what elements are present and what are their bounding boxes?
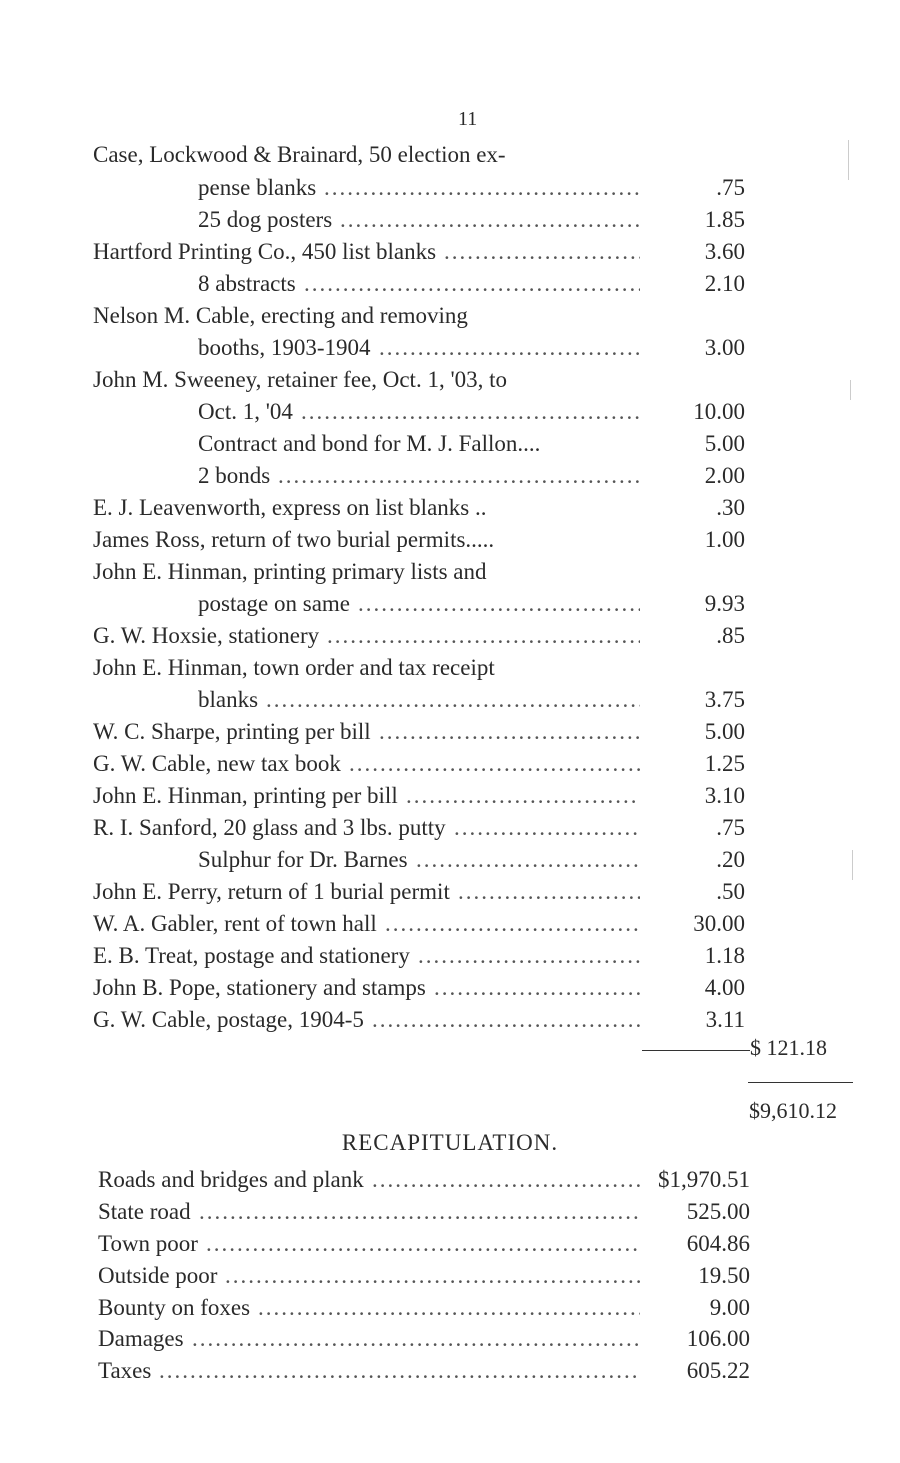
recap-row-amount: 525.00 xyxy=(686,1199,750,1224)
ledger-row xyxy=(0,493,900,523)
ledger-row-amount: .30 xyxy=(716,495,745,520)
dot-leader xyxy=(199,1197,640,1227)
recap-row xyxy=(0,1165,900,1195)
recap-row-text: Roads and bridges and plank xyxy=(98,1167,364,1192)
recap-row xyxy=(0,1229,900,1259)
ledger-row-text: 2 bonds xyxy=(198,463,271,488)
ledger-row xyxy=(0,237,900,267)
margin-mark xyxy=(850,380,851,400)
dot-leader xyxy=(301,397,640,427)
ledger-row xyxy=(0,781,900,811)
ledger-row xyxy=(0,173,900,203)
dot-leader xyxy=(225,1261,640,1291)
recap-row xyxy=(0,1261,900,1291)
ledger-row-amount: .85 xyxy=(716,623,745,648)
ledger-row xyxy=(0,557,900,587)
dot-leader xyxy=(418,941,640,971)
dot-leader xyxy=(192,1324,640,1354)
ledger-row-amount: 5.00 xyxy=(704,719,745,744)
ledger-row xyxy=(0,333,900,363)
dot-leader xyxy=(385,909,640,939)
ledger-row-text: pense blanks xyxy=(198,175,317,200)
subtotal-amount: $ 121.18 xyxy=(750,1035,827,1060)
ledger-row xyxy=(0,205,900,235)
grand-total-amount: $9,610.12 xyxy=(749,1098,837,1123)
ledger-row-amount: 1.00 xyxy=(704,527,745,552)
ledger-row-text: W. A. Gabler, rent of town hall xyxy=(93,911,377,936)
ledger-row xyxy=(0,941,900,971)
dot-leader xyxy=(304,269,640,299)
ledger-row xyxy=(0,301,900,331)
dot-leader xyxy=(372,1165,640,1195)
ledger-row xyxy=(0,717,900,747)
recap-row xyxy=(0,1324,900,1354)
ledger-row xyxy=(0,845,900,875)
ledger-row-amount: 2.10 xyxy=(704,271,745,296)
dot-leader xyxy=(454,813,640,843)
ledger-row-text: John E. Hinman, printing primary lists and xyxy=(93,559,487,584)
ledger-row xyxy=(0,909,900,939)
recapitulation-heading: RECAPITULATION. xyxy=(341,1130,559,1155)
ledger-row-text: booths, 1903-1904 xyxy=(198,335,371,360)
ledger-row xyxy=(0,685,900,715)
recap-row xyxy=(0,1197,900,1227)
ledger-row-text: Case, Lockwood & Brainard, 50 election ex- xyxy=(93,142,506,167)
dot-leader xyxy=(379,333,640,363)
ledger-row-text: postage on same xyxy=(198,591,351,616)
dot-leader xyxy=(327,621,640,651)
ledger-row-text: E. B. Treat, postage and stationery xyxy=(93,943,410,968)
ledger-row-amount: 3.75 xyxy=(704,687,745,712)
recap-row-amount: 19.50 xyxy=(698,1263,750,1288)
recap-row-amount: 106.00 xyxy=(686,1326,750,1351)
dot-leader xyxy=(406,781,640,811)
recap-row-text: Town poor xyxy=(98,1231,198,1256)
ledger-row-amount: 3.00 xyxy=(704,335,745,360)
ledger-row xyxy=(0,813,900,843)
ledger-row xyxy=(0,749,900,779)
dot-leader xyxy=(434,973,640,1003)
ledger-row-text: W. C. Sharpe, printing per bill xyxy=(93,719,371,744)
ledger-row-text: Oct. 1, '04 xyxy=(198,399,293,424)
ledger-row xyxy=(0,1005,900,1035)
ledger-row xyxy=(0,621,900,651)
ledger-row-text: Hartford Printing Co., 450 list blanks xyxy=(93,239,437,264)
dot-leader xyxy=(258,1293,640,1323)
ledger-row xyxy=(0,973,900,1003)
recap-row-amount: 604.86 xyxy=(686,1231,750,1256)
ledger-row-amount: 3.60 xyxy=(704,239,745,264)
ledger-row-text: Contract and bond for M. J. Fallon.... xyxy=(198,431,541,456)
dot-leader xyxy=(206,1229,640,1259)
ledger-row xyxy=(0,461,900,491)
recap-row xyxy=(0,1356,900,1386)
ledger-row-text: Nelson M. Cable, erecting and removing xyxy=(93,303,468,328)
dot-leader xyxy=(278,461,640,491)
ledger-row-amount: 9.93 xyxy=(704,591,745,616)
ledger-row xyxy=(0,653,900,683)
recap-row-amount: 605.22 xyxy=(686,1358,750,1383)
ledger-row xyxy=(0,140,900,170)
ledger-row-text: John B. Pope, stationery and stamps xyxy=(93,975,426,1000)
dot-leader xyxy=(349,749,640,779)
margin-mark xyxy=(852,850,853,880)
recap-row-text: Taxes xyxy=(98,1358,152,1383)
ledger-row-amount: 3.10 xyxy=(704,783,745,808)
ledger-row-text: G. W. Cable, new tax book xyxy=(93,751,341,776)
ledger-row-amount: 2.00 xyxy=(704,463,745,488)
grand-total-rule xyxy=(748,1082,853,1083)
page-number: 11 xyxy=(458,108,478,130)
ledger-row-amount: 1.25 xyxy=(704,751,745,776)
recap-row-text: Outside poor xyxy=(98,1263,218,1288)
dot-leader xyxy=(372,1005,640,1035)
ledger-row-amount: .20 xyxy=(716,847,745,872)
dot-leader xyxy=(444,237,640,267)
ledger-row-amount: 30.00 xyxy=(693,911,745,936)
recap-row-amount: $1,970.51 xyxy=(658,1167,750,1192)
ledger-row-text: John E. Perry, return of 1 burial permit xyxy=(93,879,450,904)
ledger-row-amount: .75 xyxy=(716,815,745,840)
ledger-row-text: R. I. Sanford, 20 glass and 3 lbs. putty xyxy=(93,815,446,840)
recap-row-text: Bounty on foxes xyxy=(98,1295,251,1320)
dot-leader xyxy=(379,717,640,747)
ledger-row-amount: 1.85 xyxy=(704,207,745,232)
dot-leader xyxy=(159,1356,640,1386)
dot-leader xyxy=(340,205,640,235)
subtotal-rule xyxy=(642,1050,750,1051)
ledger-row-amount: .75 xyxy=(716,175,745,200)
ledger-row-text: 25 dog posters xyxy=(198,207,333,232)
ledger-row xyxy=(0,589,900,619)
ledger-row xyxy=(0,525,900,555)
dot-leader xyxy=(266,685,640,715)
dot-leader xyxy=(458,877,640,907)
ledger-row-text: E. J. Leavenworth, express on list blanks .. xyxy=(93,495,487,520)
ledger-row xyxy=(0,397,900,427)
ledger-row-text: John E. Hinman, town order and tax receipt xyxy=(93,655,495,680)
ledger-row-text: 8 abstracts xyxy=(198,271,296,296)
ledger-row-text: G. W. Cable, postage, 1904-5 xyxy=(93,1007,364,1032)
recap-row xyxy=(0,1293,900,1323)
ledger-row-text: Sulphur for Dr. Barnes xyxy=(198,847,408,872)
ledger-row xyxy=(0,429,900,459)
recap-row-text: State road xyxy=(98,1199,191,1224)
dot-leader xyxy=(416,845,640,875)
ledger-row-amount: .50 xyxy=(716,879,745,904)
ledger-row xyxy=(0,269,900,299)
ledger-row-text: John M. Sweeney, retainer fee, Oct. 1, '03, to xyxy=(93,367,507,392)
recap-row-amount: 9.00 xyxy=(709,1295,750,1320)
margin-mark xyxy=(848,140,849,180)
ledger-row-amount: 4.00 xyxy=(704,975,745,1000)
ledger-row-amount: 5.00 xyxy=(704,431,745,456)
ledger-row-amount: 10.00 xyxy=(693,399,745,424)
recap-row-text: Damages xyxy=(98,1326,184,1351)
dot-leader xyxy=(358,589,640,619)
ledger-row-text: blanks xyxy=(198,687,259,712)
ledger-row-amount: 1.18 xyxy=(704,943,745,968)
ledger-row-amount: 3.11 xyxy=(705,1007,745,1032)
dot-leader xyxy=(324,173,640,203)
ledger-row-text: G. W. Hoxsie, stationery xyxy=(93,623,320,648)
ledger-row xyxy=(0,877,900,907)
ledger-row xyxy=(0,365,900,395)
ledger-row-text: James Ross, return of two burial permits..... xyxy=(93,527,495,552)
ledger-row-text: John E. Hinman, printing per bill xyxy=(93,783,398,808)
